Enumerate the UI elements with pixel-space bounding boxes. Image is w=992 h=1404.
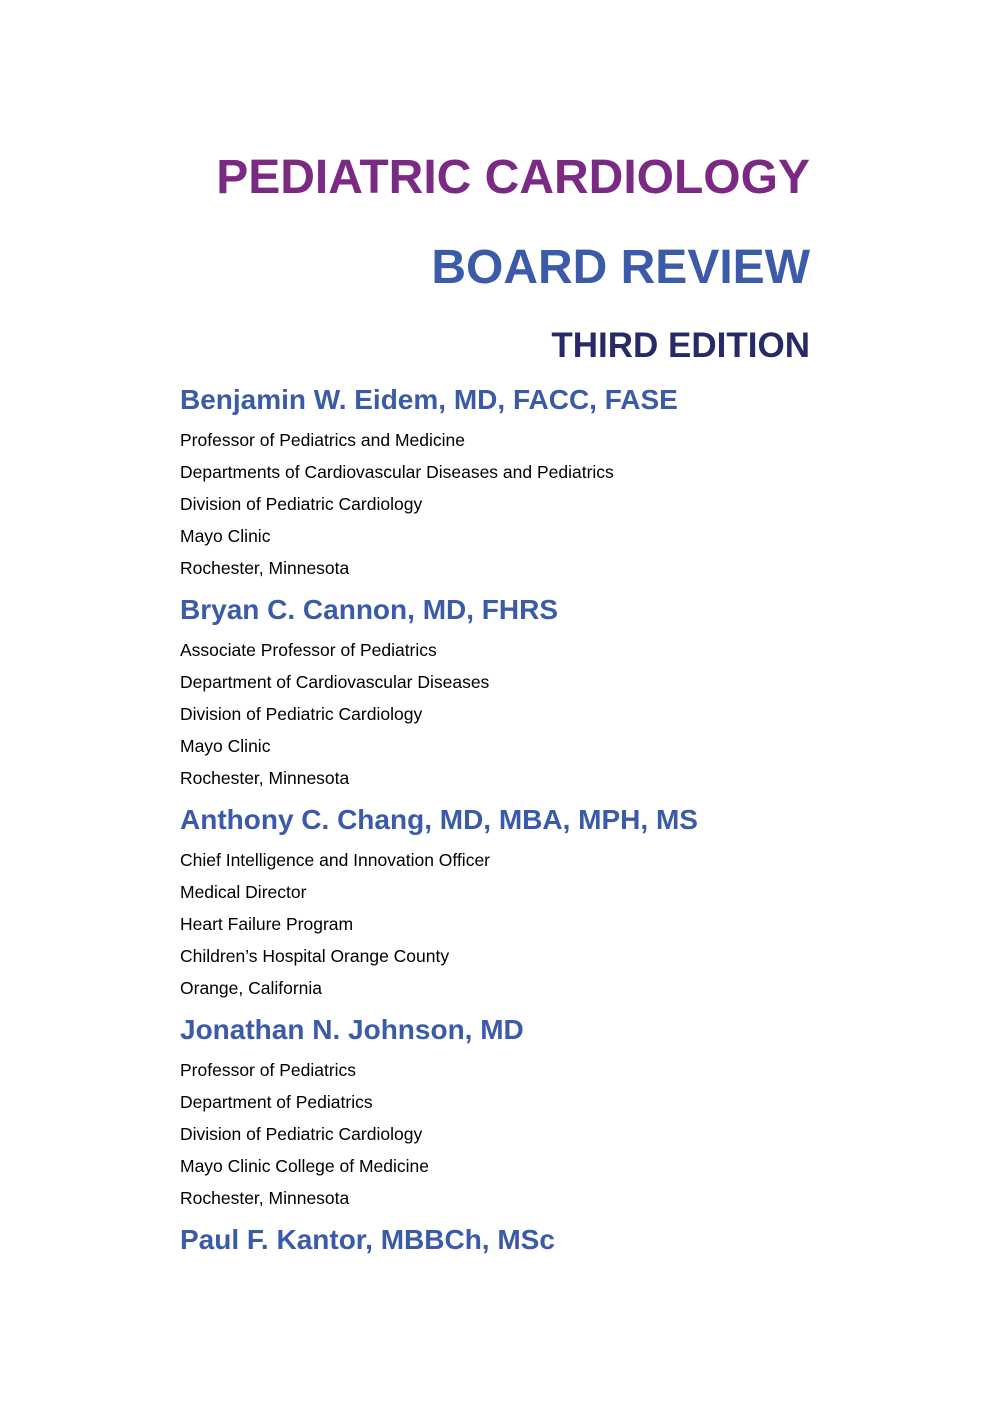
affiliation-line: Division of Pediatric Cardiology xyxy=(180,494,423,514)
author-list xyxy=(180,384,860,1256)
author-entry xyxy=(180,804,860,1004)
affiliation-line: Department of Cardiovascular Diseases xyxy=(180,672,490,692)
affiliation-line: Chief Intelligence and Innovation Officer xyxy=(180,850,491,870)
author-affiliation xyxy=(180,844,860,1004)
affiliation-line: Departments of Cardiovascular Diseases and Pediatrics xyxy=(180,462,614,482)
affiliation-line: Children’s Hospital Orange County xyxy=(180,946,450,966)
author-entry xyxy=(180,1224,860,1256)
author-name: Bryan C. Cannon, MD, FHRS xyxy=(180,594,559,625)
affiliation-line: Department of Pediatrics xyxy=(180,1092,373,1112)
author-name: Anthony C. Chang, MD, MBA, MPH, MS xyxy=(180,804,698,835)
author-name: Benjamin W. Eidem, MD, FACC, FASE xyxy=(180,384,678,415)
affiliation-line: Mayo Clinic xyxy=(180,736,271,756)
author-affiliation xyxy=(180,634,860,794)
affiliation-line: Mayo Clinic xyxy=(180,526,271,546)
book-title-line-2: BOARD REVIEW xyxy=(431,241,810,294)
author-entry xyxy=(180,384,860,584)
affiliation-line: Division of Pediatric Cardiology xyxy=(180,704,423,724)
author-affiliation xyxy=(180,424,860,584)
affiliation-line: Professor of Pediatrics and Medicine xyxy=(180,430,465,450)
book-title-line-1: PEDIATRIC CARDIOLOGY xyxy=(216,151,810,204)
author-name: Paul F. Kantor, MBBCh, MSc xyxy=(180,1224,555,1255)
affiliation-line: Associate Professor of Pediatrics xyxy=(180,640,437,660)
author-name: Jonathan N. Johnson, MD xyxy=(180,1014,524,1045)
affiliation-line: Orange, California xyxy=(180,978,323,998)
affiliation-line: Division of Pediatric Cardiology xyxy=(180,1124,423,1144)
author-affiliation xyxy=(180,1054,860,1214)
author-entry xyxy=(180,1014,860,1214)
author-entry xyxy=(180,594,860,794)
edition-label: THIRD EDITION xyxy=(551,326,810,365)
affiliation-line: Rochester, Minnesota xyxy=(180,1188,350,1208)
affiliation-line: Professor of Pediatrics xyxy=(180,1060,357,1080)
affiliation-line: Rochester, Minnesota xyxy=(180,768,350,788)
affiliation-line: Medical Director xyxy=(180,882,307,902)
affiliation-line: Rochester, Minnesota xyxy=(180,558,350,578)
affiliation-line: Mayo Clinic College of Medicine xyxy=(180,1156,429,1176)
affiliation-line: Heart Failure Program xyxy=(180,914,354,934)
